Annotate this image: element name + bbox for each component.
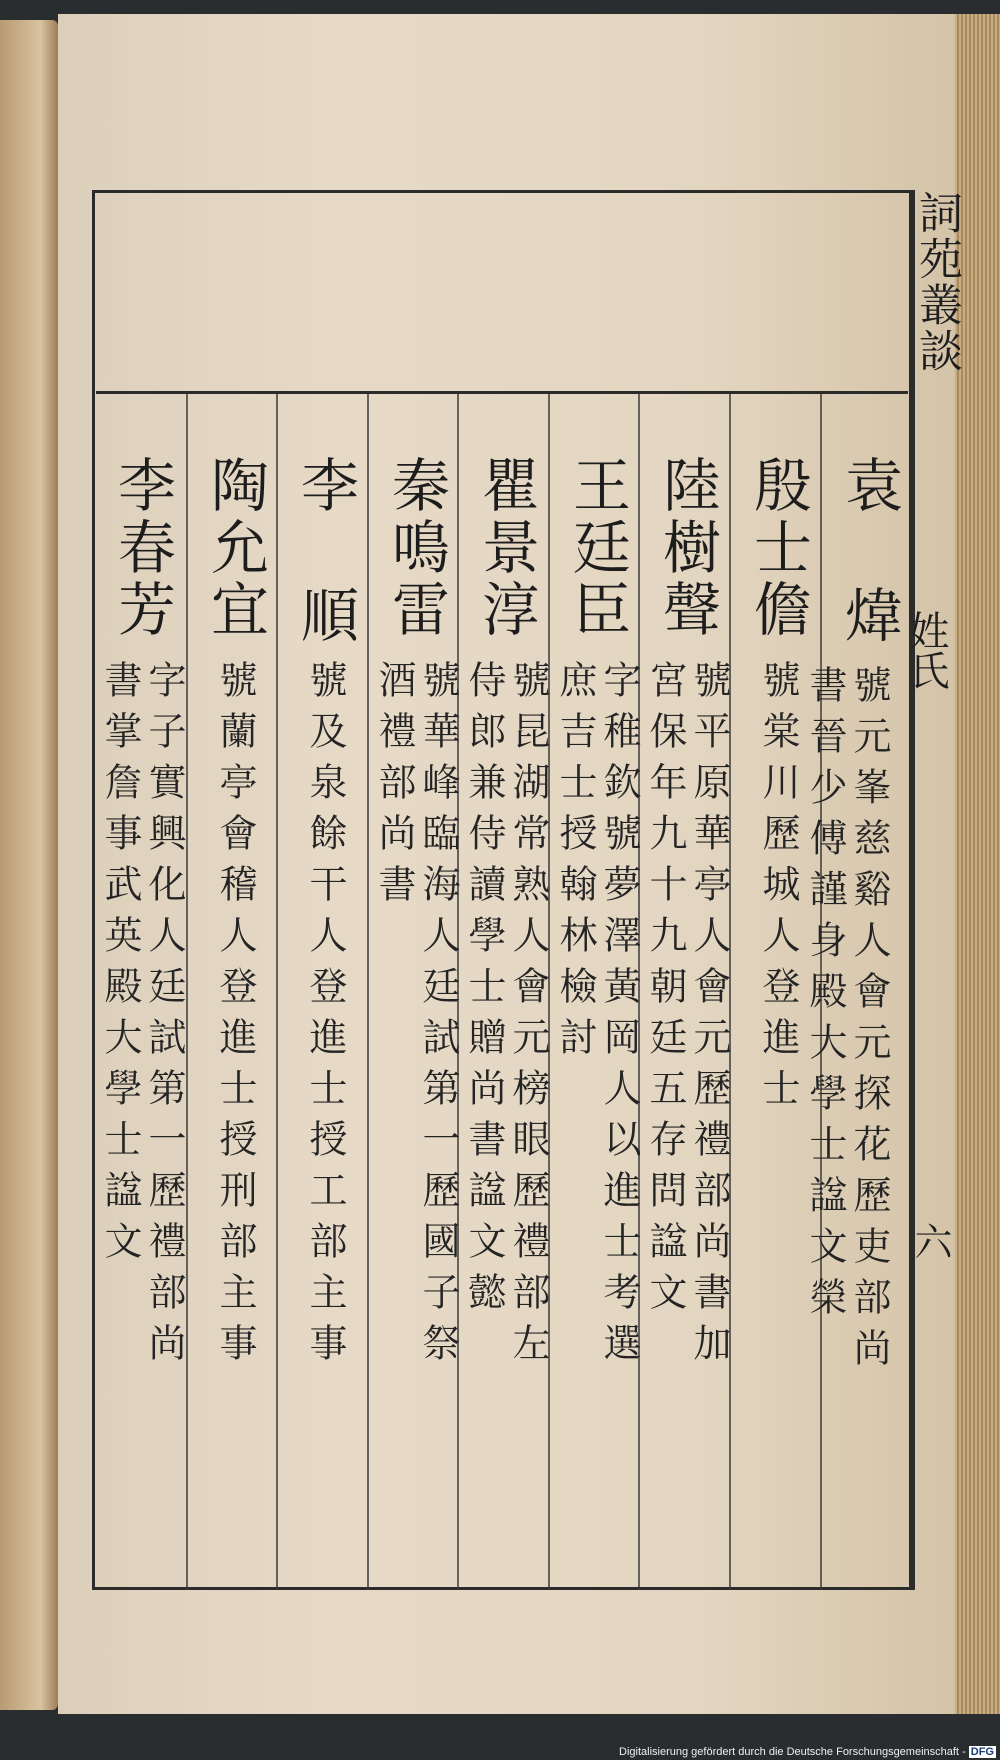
entry-note: 書晉少傅謹身殿大學士諡文榮 xyxy=(803,665,847,1328)
entry-notes xyxy=(803,455,905,1585)
entry-note: 字子實興化人廷試第一歷禮部尚 xyxy=(142,660,186,1374)
entry-name: 陸樹聲 xyxy=(653,455,721,641)
dfg-logo: DFG xyxy=(970,1746,994,1758)
margin-section-title: 姓氏 xyxy=(903,610,949,690)
entry-name: 秦鳴雷 xyxy=(382,455,450,641)
center-margin-strip xyxy=(903,190,960,1590)
credit-text: Digitalisierung gefördert durch die Deutsche Forschungsgemeinschaft - xyxy=(619,1746,969,1758)
entry-note: 字稚欽號夢澤黃岡人以進士考選 xyxy=(597,660,641,1374)
entry-note: 號華峰臨海人廷試第一歷國子祭 xyxy=(416,660,460,1374)
entry-note: 侍郎兼侍讀學士贈尚書諡文懿 xyxy=(462,660,506,1323)
entry-note: 號元峯慈谿人會元探花歷吏部尚 xyxy=(847,665,891,1379)
margin-book-title: 詞苑叢談 xyxy=(911,190,962,374)
entry-li-shun xyxy=(281,455,373,1585)
entry-yin-shidan xyxy=(734,455,826,1585)
digitization-credit xyxy=(619,1746,996,1758)
entry-name: 袁 xyxy=(835,455,903,517)
entry-note: 號昆湖常熟人會元榜眼歷禮部左 xyxy=(506,660,550,1374)
entry-name: 李 xyxy=(291,455,359,517)
entry-qin-minglei xyxy=(372,455,464,1585)
entry-note: 號平原華亭人會元歷禮部尚書加 xyxy=(687,660,731,1374)
facing-page-edge xyxy=(0,20,58,1710)
entry-name: 王廷臣 xyxy=(563,455,631,641)
entry-note: 宮保年九十九朝廷五存問諡文 xyxy=(643,660,687,1323)
entry-note: 庶吉士授翰林檢討 xyxy=(553,660,597,1068)
entry-note: 號蘭亭會稽人登進士授刑部主事 xyxy=(213,660,257,1374)
entry-name: 殷士儋 xyxy=(744,455,812,641)
entry-lu-shusheng xyxy=(643,455,735,1585)
entry-wang-tingchen xyxy=(553,455,645,1585)
entry-name: 煒 xyxy=(835,585,903,647)
entry-note: 酒禮部尚書 xyxy=(372,660,416,915)
entry-note: 號及泉餘干人登進士授工部主事 xyxy=(303,660,347,1374)
blank-header-box xyxy=(96,194,908,394)
entry-qu-jingchun xyxy=(462,455,554,1585)
entry-tao-yunyi xyxy=(191,455,283,1585)
margin-page-number: 六 xyxy=(908,1222,952,1260)
entry-li-chunfang xyxy=(98,455,190,1585)
entry-note: 書掌詹事武英殿大學士諡文 xyxy=(98,660,142,1272)
entry-name: 陶允宜 xyxy=(201,455,269,641)
entry-name: 李春芳 xyxy=(108,455,176,641)
entry-name: 瞿景淳 xyxy=(472,455,540,641)
entry-name: 順 xyxy=(291,585,359,647)
entry-note: 號棠川歷城人登進士 xyxy=(756,660,800,1119)
